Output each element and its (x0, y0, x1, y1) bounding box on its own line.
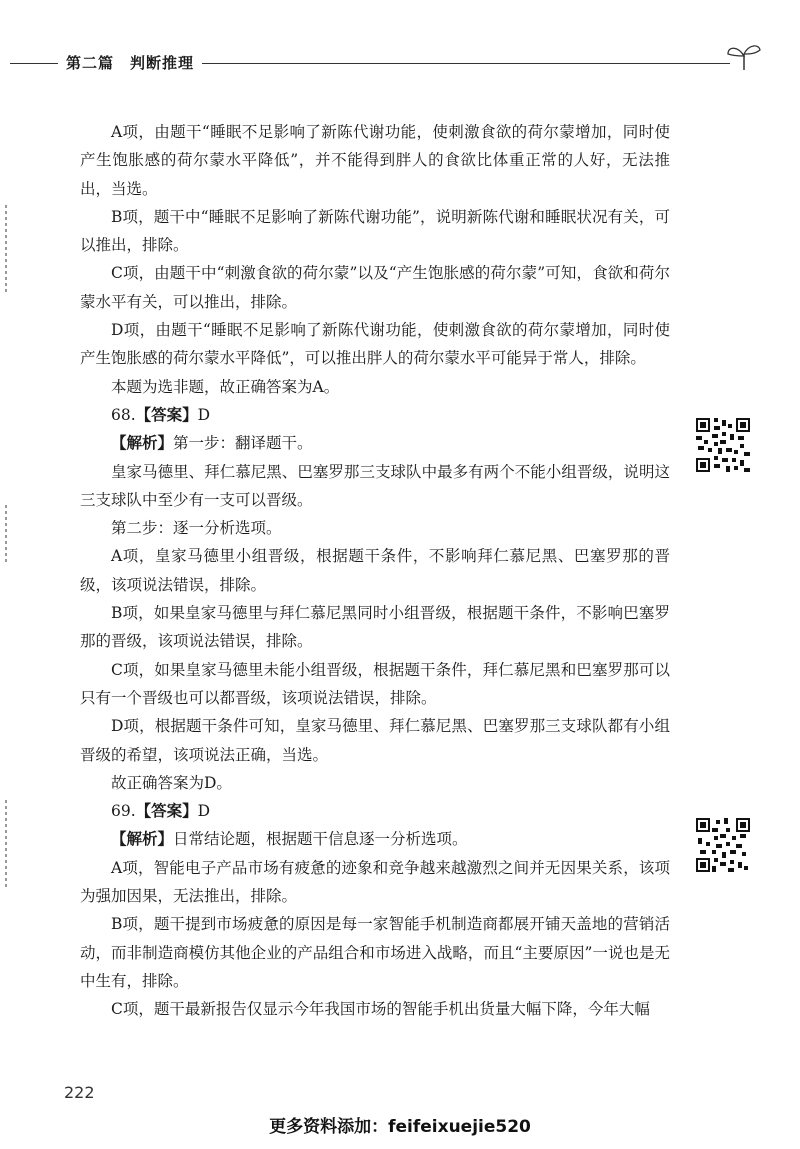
q69-answer-label: 【答案】 (135, 801, 198, 821)
sprout-icon (724, 40, 764, 72)
q69-analysis-line (80, 825, 670, 853)
paragraph-q67-option-d: D项，由题干“睡眠不足影响了新陈代谢功能，使刺激食欲的荷尔蒙增加，同时使产生饱胀感的荷尔蒙水平降低”，可以推出胖人的荷尔蒙水平可能异于常人，排除。 (80, 321, 670, 368)
qr-code-icon (696, 418, 750, 472)
q68-step1: 第一步：翻译题干。 (173, 434, 313, 453)
q69-option-a: A项，智能电子产品市场有疲惫的迹象和竞争越来越激烈之间并无因果关系，该项为强加因果，无法推出，排除。 (80, 858, 670, 906)
q69-number: 69. (111, 802, 136, 821)
q69-option-b: B项，题干提到市场疲惫的原因是每一家智能手机制造商都展开铺天盖地的营销活动，而非制造商模仿其他企业的产品组合和市场进入战略，而且“主要原因”一说也是无中生有，排除。 (80, 915, 670, 990)
paragraph-q67-option-a: A项，由题干“睡眠不足影响了新陈代谢功能，使刺激食欲的荷尔蒙增加，同时使产生饱胀感的荷尔蒙水平降低”，并不能得到胖人的食欲比体重正常的人好，无法推出，当选。 (80, 123, 670, 198)
paragraph-q67-conclusion: 本题为选非题，故正确答案为A。 (111, 377, 340, 396)
q68-step2: 第二步：逐一分析选项。 (111, 519, 282, 538)
paragraph-q67-option-b: B项，题干中“睡眠不足影响了新陈代谢功能”，说明新陈代谢和睡眠状况有关，可以推出，排除。 (80, 207, 670, 255)
main-content (80, 118, 670, 1024)
q68-option-b: B项，如果皇家马德里与拜仁慕尼黑同时小组晋级，根据题干条件，不影响巴塞罗那的晋级，该项说法错误，排除。 (80, 604, 670, 651)
q68-answer-label: 【答案】 (135, 404, 198, 424)
q68-paragraph-1: 皇家马德里、拜仁慕尼黑、巴塞罗那三支球队中最多有两个不能小组晋级，说明这三支球队中至少有一支可以晋级。 (80, 462, 670, 509)
q68-conclusion: 故正确答案为D。 (111, 773, 232, 792)
header-rule-left (10, 63, 58, 64)
q68-option-d: D项，根据题干条件可知，皇家马德里、拜仁慕尼黑、巴塞罗那三支球队都有小组晋级的希望，该项说法正确，当选。 (80, 717, 670, 764)
q69-analysis-label: 【解析】 (111, 829, 174, 849)
page-number: 222 (64, 1083, 95, 1102)
footer-note: 更多资料添加：feifeixuejie520 (269, 1117, 531, 1137)
binding-dots-middle (5, 505, 7, 565)
q68-option-c: C项，如果皇家马德里未能小组晋级，根据题干条件，拜仁慕尼黑和巴塞罗那可以只有一个晋级也可以都晋级，该项说法错误，排除。 (80, 660, 670, 707)
binding-dots-bottom (5, 800, 7, 890)
qr-code-icon (696, 818, 750, 872)
q68-answer: D (197, 405, 211, 424)
q69-answer: D (197, 802, 211, 821)
q68-analysis-label: 【解析】 (111, 433, 174, 453)
section-title: 第二篇 判断推理 (66, 54, 195, 72)
q68-analysis-line (80, 429, 670, 457)
q69-option-c: C项，题干最新报告仅显示今年我国市场的智能手机出货量大幅下降，今年大幅 (111, 1000, 650, 1019)
q69-intro: 日常结论题，根据题干信息逐一分析选项。 (173, 830, 468, 849)
q68-number: 68. (111, 405, 136, 424)
q68-answer-line (80, 401, 670, 429)
binding-dots-top (5, 205, 7, 295)
header-rule-right (202, 63, 730, 64)
page-header (10, 40, 780, 80)
q69-answer-line (80, 797, 670, 825)
paragraph-q67-option-c: C项，由题干中“刺激食欲的荷尔蒙”以及“产生饱胀感的荷尔蒙”可知，食欲和荷尔蒙水平有关，可以推出，排除。 (80, 264, 670, 311)
q68-option-a: A项，皇家马德里小组晋级，根据题干条件，不影响拜仁慕尼黑、巴塞罗那的晋级，该项说法错误，排除。 (80, 547, 670, 594)
